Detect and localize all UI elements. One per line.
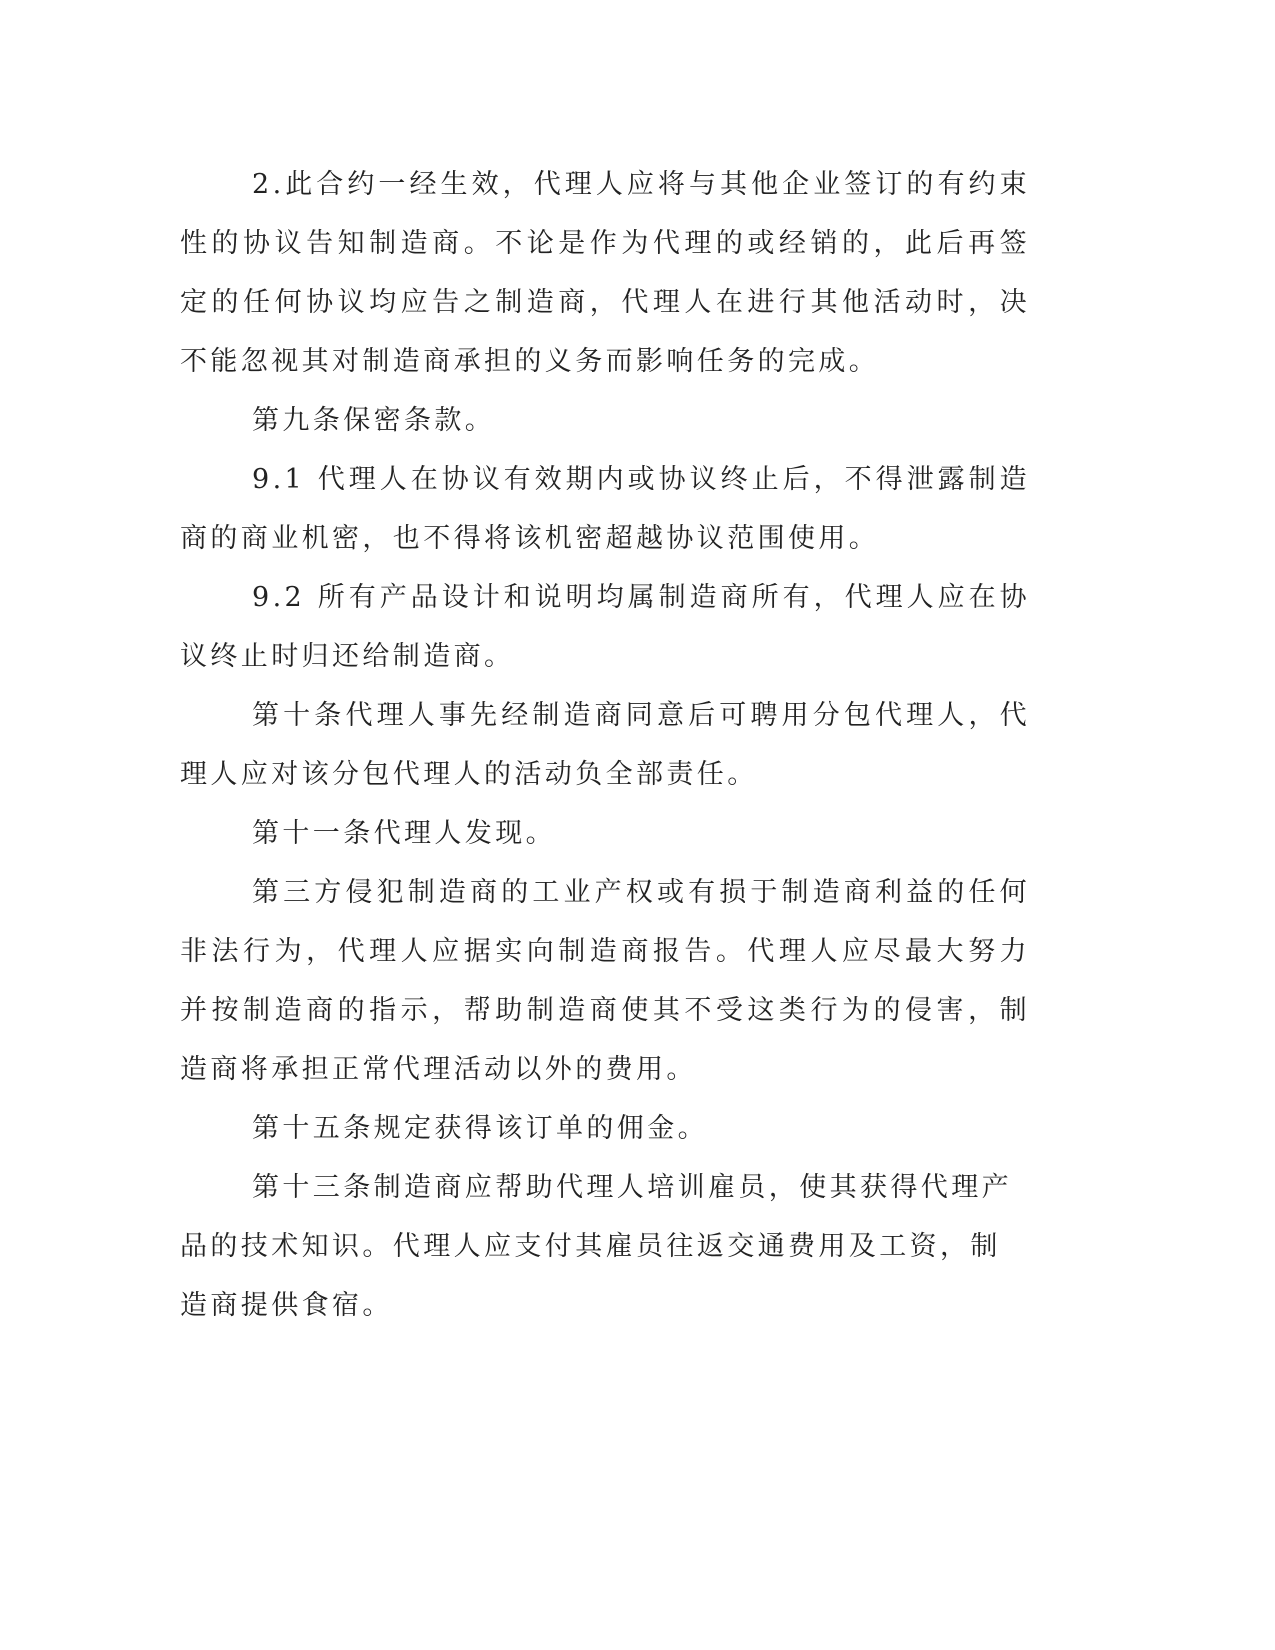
- paragraph-clause-9-1: 9.1 代理人在协议有效期内或协议终止后，不得泄露制造商的商业机密，也不得将该机密超越协议范围使用。: [180, 464, 1030, 554]
- paragraph-article-10: 第十条代理人事先经制造商同意后可聘用分包代理人，代理人应对该分包代理人的活动负全部责任。: [180, 700, 1030, 790]
- document-body: [180, 155, 1030, 1335]
- paragraph-article-13: 第十三条制造商应帮助代理人培训雇员，使其获得代理产品的技术知识。代理人应支付其雇员往返交通费用及工资，制造商提供食宿。: [180, 1172, 1012, 1321]
- paragraph-article-15: 第十五条规定获得该订单的佣金。: [252, 1113, 708, 1144]
- paragraph-clause-8-2: 2.此合约一经生效，代理人应将与其他企业签订的有约束性的协议告知制造商。不论是作为代理的或经销的，此后再签定的任何协议均应告之制造商，代理人在进行其他活动时，决不能忽视其对制造商承担的义务而影响任务的完成。: [180, 169, 1030, 377]
- paragraph-article-11-heading: 第十一条代理人发现。: [252, 818, 556, 849]
- paragraph-article-9-heading: 第九条保密条款。: [252, 405, 496, 436]
- paragraph-clause-9-2: 9.2 所有产品设计和说明均属制造商所有，代理人应在协议终止时归还给制造商。: [180, 582, 1030, 672]
- paragraph-article-11-body: 第三方侵犯制造商的工业产权或有损于制造商利益的任何非法行为，代理人应据实向制造商报告。代理人应尽最大努力并按制造商的指示，帮助制造商使其不受这类行为的侵害，制造商将承担正常代理活动以外的费用。: [180, 877, 1030, 1085]
